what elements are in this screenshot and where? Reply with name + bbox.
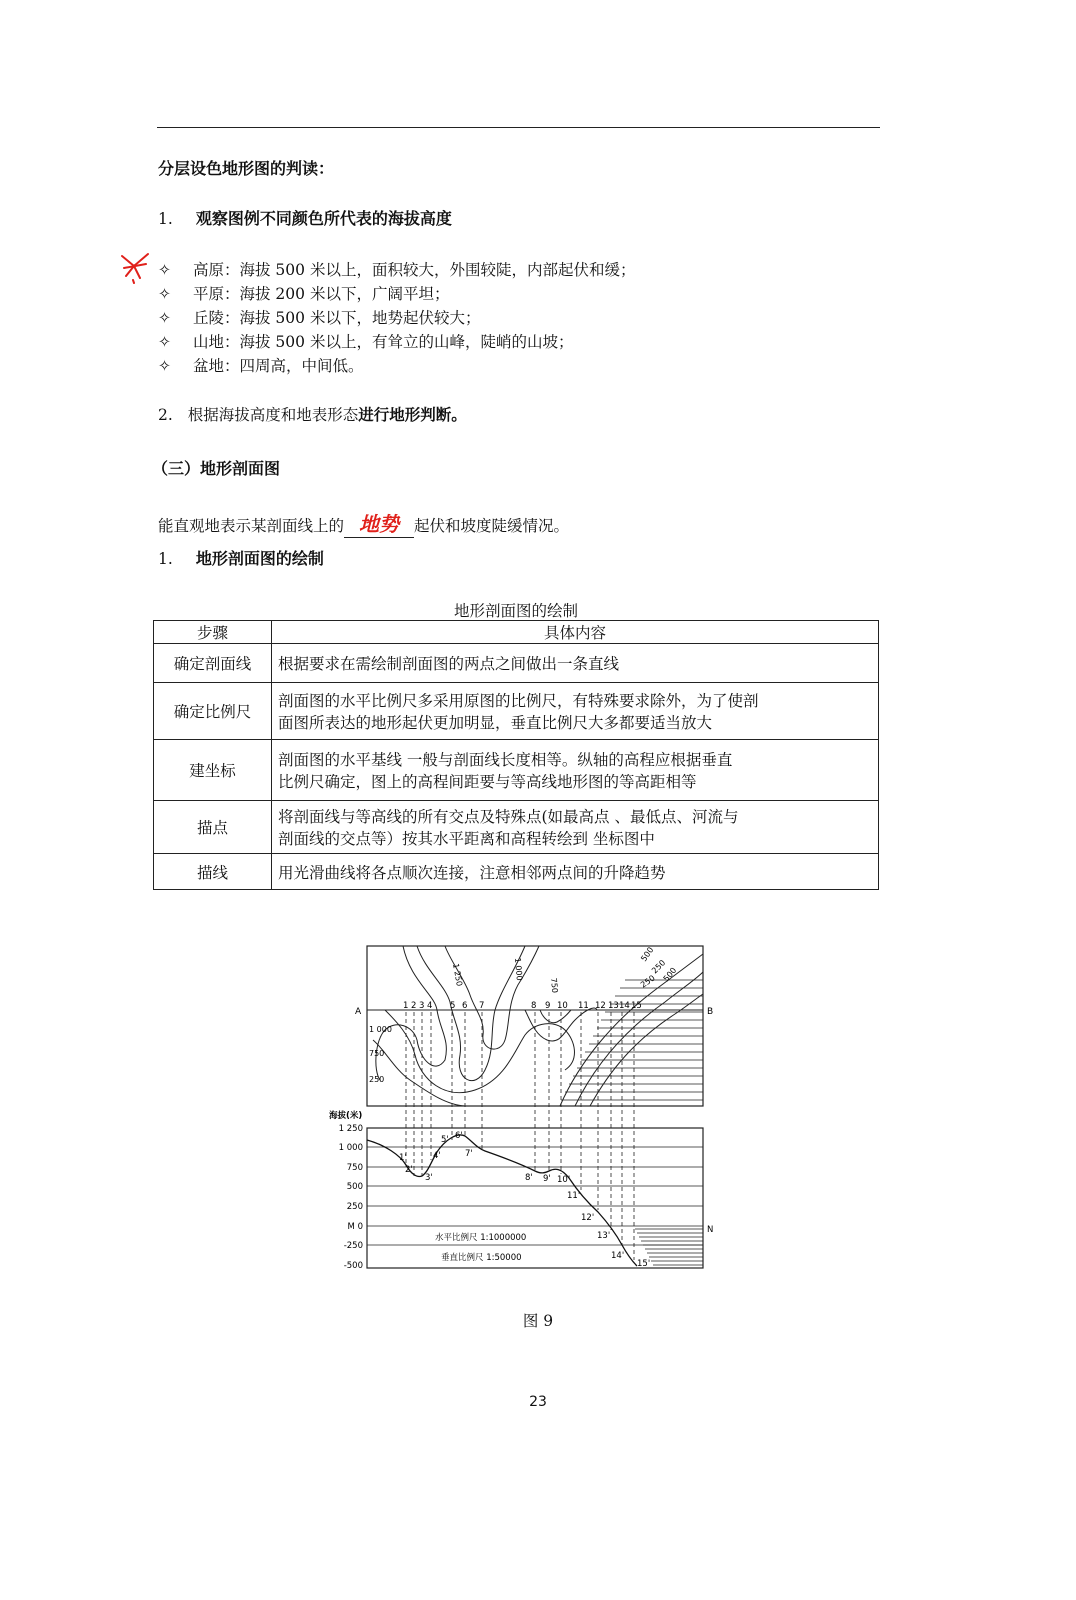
svg-text:13: 13: [608, 1001, 619, 1011]
profile-curve: [367, 1135, 637, 1266]
table-row: 确定剖面线 根据要求在需绘制剖面图的两点之间做出一条直线: [154, 644, 879, 683]
table-row: 确定比例尺 剖面图的水平比例尺多采用原图的比例尺，有特殊要求除外，为了使剖 面图所表达的地形起伏更加明显，垂直比例尺大多都要适当放大: [154, 683, 879, 740]
svg-text:5': 5': [441, 1135, 449, 1145]
bullet-plateau: ✧ 高原：海拔 500 米以上，面积较大，外围较陡，内部起伏和缓；: [158, 261, 636, 279]
y-axis-ticks: [339, 1124, 363, 1271]
svg-text:-250: -250: [343, 1241, 363, 1251]
svg-text:11': 11': [567, 1191, 581, 1201]
svg-text:7: 7: [479, 1001, 485, 1011]
svg-text:2': 2': [405, 1165, 413, 1175]
svg-text:500: 500: [346, 1182, 363, 1192]
bullet-mountains: ✧ 山地：海拔 500 米以上，有耸立的山峰，陡峭的山坡；: [158, 333, 574, 351]
svg-text:8: 8: [531, 1001, 537, 1011]
contour-label: 1 000: [369, 1025, 392, 1034]
label-a: A: [355, 1007, 362, 1017]
svg-text:12: 12: [595, 1001, 606, 1011]
svg-text:250: 250: [346, 1202, 363, 1212]
svg-text:1: 1: [403, 1001, 409, 1011]
list-item-number: 1.: [158, 210, 173, 228]
svg-text:9': 9': [543, 1174, 551, 1184]
svg-text:11: 11: [578, 1001, 589, 1011]
profile-point-labels: [399, 1131, 650, 1269]
bullet-hills: ✧ 丘陵：海拔 500 米以下，地势起伏较大；: [158, 309, 481, 327]
svg-text:10: 10: [557, 1001, 568, 1011]
svg-text:6': 6': [455, 1131, 463, 1141]
vertical-scale-label: 垂直比例尺 1:50000: [441, 1253, 522, 1263]
svg-text:15': 15': [637, 1259, 651, 1269]
handwritten-answer: 地势: [359, 512, 400, 536]
contour-label: 500: [639, 945, 656, 964]
figure-caption: 图 9: [522, 1312, 554, 1330]
list-item-2: 2. 根据海拔高度和地表形态进行地形判断。: [158, 406, 467, 424]
bullet-plain: ✧ 平原：海拔 200 米以下，广阔平坦；: [158, 285, 450, 303]
y-axis-title: 海拔(米): [329, 1111, 363, 1121]
table-row: 描线 用光滑曲线将各点顺次连接，注意相邻两点间的升降趋势: [154, 854, 879, 890]
contour-label: 250: [638, 973, 657, 990]
svg-text:7': 7': [465, 1149, 473, 1159]
svg-text:M 0: M 0: [347, 1222, 363, 1232]
list-item-1: [158, 206, 452, 229]
svg-text:2: 2: [411, 1001, 417, 1011]
svg-text:3': 3': [425, 1173, 433, 1183]
diamond-bullet-icon: ✧: [158, 333, 171, 351]
svg-text:13': 13': [597, 1231, 611, 1241]
handwritten-star-mark: [118, 250, 154, 284]
diamond-bullet-icon: ✧: [158, 285, 171, 303]
diamond-bullet-icon: ✧: [158, 357, 171, 375]
page-number: 23: [529, 1394, 547, 1410]
list-item-text: 观察图例不同颜色所代表的海拔高度: [195, 209, 452, 228]
svg-text:4': 4': [433, 1151, 441, 1161]
svg-text:6: 6: [462, 1001, 468, 1011]
svg-text:1': 1': [399, 1153, 407, 1163]
table-row: 描点 将剖面线与等高线的所有交点及特殊点(如最高点 、最低点、河流与 剖面线的交点等）按其水平距离和高程转绘到 坐标图中: [154, 801, 879, 854]
table-caption: 地形剖面图的绘制: [453, 602, 578, 620]
svg-text:14: 14: [619, 1001, 630, 1011]
contour-label: 250: [650, 958, 668, 976]
contour-label: 750: [549, 977, 560, 994]
diamond-bullet-icon: ✧: [158, 309, 171, 327]
svg-text:10': 10': [557, 1175, 571, 1185]
horizontal-scale-label: 水平比例尺 1:1000000: [435, 1233, 527, 1243]
diamond-bullet-icon: ✧: [158, 261, 171, 279]
water-hatch: [561, 980, 703, 1100]
svg-text:3: 3: [419, 1001, 425, 1011]
svg-text:8': 8': [525, 1173, 533, 1183]
label-n: N: [707, 1225, 714, 1235]
bullet-basin: ✧ 盆地：四周高，中间低。: [158, 357, 364, 375]
table-row: 建坐标 剖面图的水平基线 一般与剖面线长度相等。纵轴的高程应根据垂直 比例尺确定，图上的高程间距要与等高线地形图的等高距相等: [154, 740, 879, 801]
svg-text:1 000: 1 000: [338, 1143, 363, 1153]
list-item-3: 1. 地形剖面图的绘制: [158, 549, 324, 568]
svg-text:-500: -500: [343, 1261, 363, 1271]
steps-table: [153, 620, 879, 890]
svg-text:4: 4: [427, 1001, 433, 1011]
intro-sentence: 能直观地表示某剖面线上的 地势 起伏和坡度陡缓情况。: [158, 508, 569, 538]
table-header: 具体内容: [272, 621, 879, 644]
svg-text:750: 750: [346, 1163, 363, 1173]
figure-9-diagram: [325, 940, 725, 1280]
contour-label: 500: [661, 965, 679, 984]
svg-text:12': 12': [581, 1213, 595, 1223]
contour-label: 1 250: [451, 962, 464, 987]
svg-text:5: 5: [450, 1001, 456, 1011]
section-3-title: （三）地形剖面图: [152, 459, 281, 478]
contour-label: 1 000: [513, 957, 524, 981]
label-b: B: [707, 1007, 714, 1017]
table-header-row: [154, 621, 879, 644]
table-header: 步骤: [154, 621, 272, 644]
svg-text:1 250: 1 250: [338, 1124, 363, 1134]
fill-in-blank: [344, 508, 414, 538]
contour-label: 750: [369, 1049, 385, 1058]
section-title: 分层设色地形图的判读：: [158, 159, 335, 178]
svg-text:14': 14': [611, 1251, 625, 1261]
svg-text:15: 15: [631, 1001, 642, 1011]
svg-text:9: 9: [545, 1001, 551, 1011]
contour-label: 250: [369, 1075, 385, 1084]
header-rule: [157, 127, 880, 128]
